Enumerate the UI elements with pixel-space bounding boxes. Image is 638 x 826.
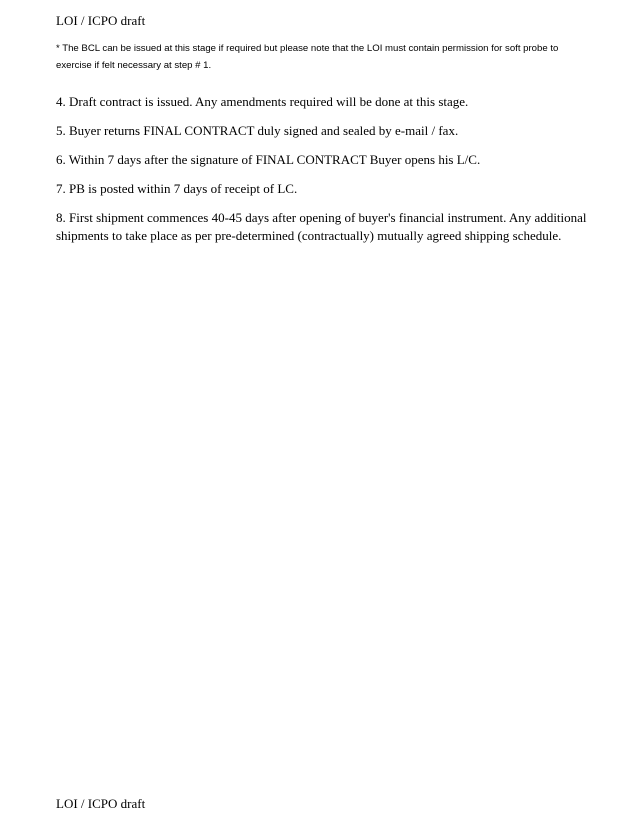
step-5: 5. Buyer returns FINAL CONTRACT duly signed and sealed by e-mail / fax. bbox=[56, 123, 459, 138]
procedure-steps-list bbox=[56, 93, 596, 256]
page-footer-title: LOI / ICPO draft bbox=[56, 796, 146, 811]
step-6: 6. Within 7 days after the signature of FINAL CONTRACT Buyer opens his L/C. bbox=[56, 152, 481, 167]
bcl-footnote: * The BCL can be issued at this stage if required but please note that the LOI must contain permission for soft probe to exercise if felt necessary at step # 1. bbox=[56, 43, 559, 71]
step-4: 4. Draft contract is issued. Any amendments required will be done at this stage. bbox=[56, 94, 469, 109]
step-8: 8. First shipment commences 40-45 days after opening of buyer's financial instrument. Any additional shipments to take place as per pre-determined (contractually) mutually agreed shipping schedule. bbox=[56, 210, 587, 243]
step-7: 7. PB is posted within 7 days of receipt of LC. bbox=[56, 181, 298, 196]
page-header-title: LOI / ICPO draft bbox=[56, 13, 146, 28]
